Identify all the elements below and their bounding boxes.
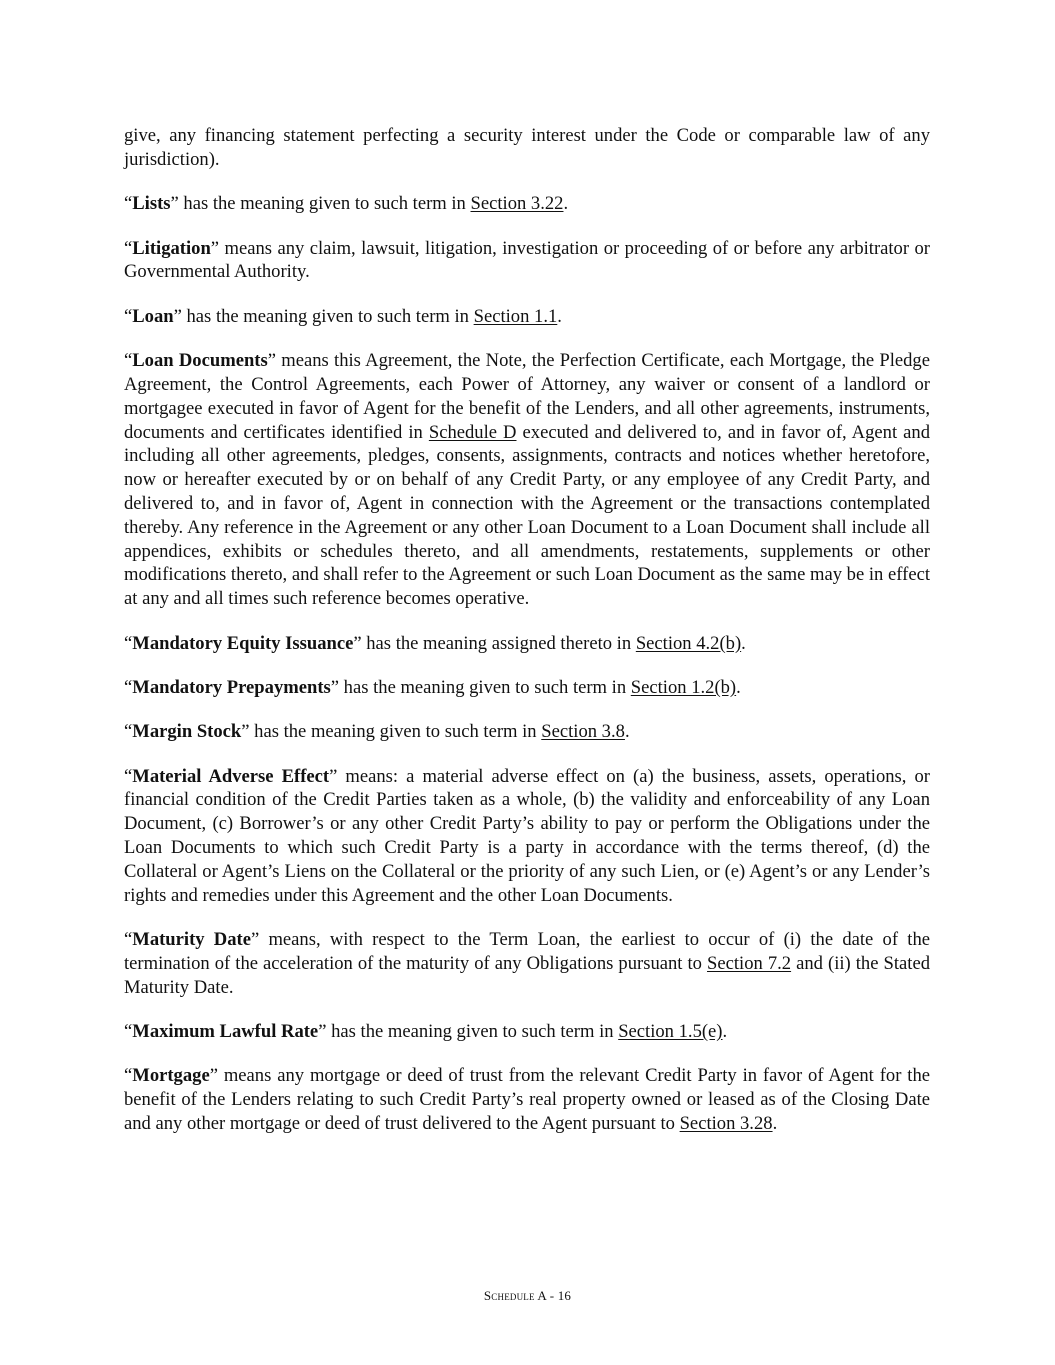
definition-paragraph [124, 124, 930, 172]
body-text: ” has the meaning given to such term in [330, 676, 631, 698]
body-text: ” means any mortgage or deed of trust from the relevant Credit Party in favor of Agent for the benefit of the Lenders relating to such Credit Party’s real property owned or leased as of the Closing Date and any other mortgage or deed of trust delivered to the Agent pursuant to [124, 1065, 930, 1135]
body-text: “ [124, 237, 133, 259]
defined-term: Material Adverse Effect [132, 765, 330, 787]
section-reference: Section 1.2(b) [630, 676, 737, 698]
body-text: “ [124, 305, 133, 327]
definition-paragraph [124, 720, 930, 744]
section-reference: Section 3.8 [541, 721, 625, 743]
body-text: ” has the meaning given to such term in [173, 305, 474, 327]
defined-term: Loan Documents [132, 350, 268, 372]
defined-term: Litigation [132, 237, 211, 259]
definition-paragraph [124, 1020, 930, 1044]
section-reference: Section 3.22 [470, 193, 564, 215]
section-reference: Section 4.2(b) [635, 632, 742, 654]
definition-paragraph [124, 676, 930, 700]
body-text: “ [124, 1065, 133, 1087]
page-footer [0, 1288, 1055, 1304]
body-text: . [722, 1021, 728, 1043]
body-text: “ [124, 632, 133, 654]
defined-term: Lists [132, 193, 171, 215]
body-text: . [563, 193, 569, 215]
defined-term: Mandatory Prepayments [132, 676, 331, 698]
section-reference: Schedule D [428, 421, 517, 443]
defined-term: Loan [132, 305, 174, 327]
body-text: ” means this Agreement, the Note, the Perfection Certificate, each Mortgage, the Pledge Agreement, the Control Agreements, each Power of Attorney, any waiver or consent of a landlord or mortgagee executed in favor of Agent for the benefit of the Lenders, and all other agreements, instruments, documents and certificates identified in [124, 350, 930, 443]
body-text: ” has the meaning assigned thereto in [353, 632, 636, 654]
body-text: executed and delivered to, and in favor of, Agent and including all other agreements, pledges, consents, assignments, contracts and notices whether heretofore, now or hereafter executed by or on behalf of any Credit Party, or any employee of any Credit Party, and delivered to, and in favor of, Agent in connection with the Agreement or the transactions contemplated thereby. Any reference in the Agreement or any other Loan Document to a Loan Document shall include all appendices, exhibits or schedules thereto, and all amendments, restatements, supplements or other modifications thereto, and shall refer to the Agreement or such Loan Document as the same may be in effect at any and all times such reference becomes operative. [124, 421, 930, 610]
section-reference: Section 7.2 [707, 952, 792, 974]
defined-term: Mandatory Equity Issuance [132, 632, 354, 654]
defined-term: Mortgage [132, 1065, 210, 1087]
body-text: give, any financing statement perfecting a security interest under the Code or comparable law of any jurisdiction). [124, 125, 930, 170]
document-body [124, 124, 930, 1156]
section-reference: Section 1.5(e) [618, 1021, 723, 1043]
body-text: ” has the meaning given to such term in [170, 193, 471, 215]
body-text: “ [124, 929, 133, 951]
definition-paragraph [124, 1064, 930, 1135]
section-reference: Section 3.28 [679, 1113, 773, 1135]
definition-paragraph [124, 928, 930, 999]
definition-paragraph [124, 632, 930, 656]
definition-paragraph [124, 237, 930, 285]
definition-paragraph [124, 192, 930, 216]
body-text: “ [124, 193, 133, 215]
body-text: “ [124, 1021, 133, 1043]
defined-term: Maturity Date [132, 929, 251, 951]
body-text: “ [124, 350, 133, 372]
definition-paragraph [124, 349, 930, 611]
body-text: . [736, 676, 741, 698]
body-text: . [624, 721, 630, 743]
body-text: and (ii) the Stated Maturity Date. [124, 952, 930, 998]
section-reference: Section 1.1 [473, 305, 558, 327]
body-text: “ [124, 676, 133, 698]
defined-term: Margin Stock [132, 721, 242, 743]
body-text: ” has the meaning given to such term in [318, 1021, 619, 1043]
body-text: “ [124, 721, 133, 743]
body-text: . [741, 632, 746, 654]
defined-term: Maximum Lawful Rate [132, 1021, 319, 1043]
body-text: ” means, with respect to the Term Loan, the earliest to occur of (i) the date of the termination of the acceleration of the maturity of any Obligations pursuant to [124, 929, 930, 974]
body-text: “ [124, 765, 133, 787]
body-text: . [772, 1113, 778, 1135]
definition-paragraph [124, 305, 930, 329]
page-number-label: Schedule A - 16 [483, 1288, 572, 1303]
definition-paragraph [124, 765, 930, 908]
body-text: ” means any claim, lawsuit, litigation, investigation or proceeding of or before any arbitrator or Governmental Authority. [124, 237, 930, 283]
body-text: ” means: a material adverse effect on (a) the business, assets, operations, or financial condition of the Credit Parties taken as a whole, (b) the validity and enforceability of any Loan Document, (c) Borrower’s or any other Credit Party’s ability to pay or perform the Obligations under the Loan Documents to which such Credit Party is a party in accordance with the terms thereof, (d) the Collateral or Agent’s Liens on the Collateral or the priority of any such Lien, or (e) Agent’s or any Lender’s rights and remedies under this Agreement and the other Loan Documents. [124, 765, 930, 906]
body-text: . [557, 305, 562, 327]
body-text: ” has the meaning given to such term in [241, 721, 542, 743]
